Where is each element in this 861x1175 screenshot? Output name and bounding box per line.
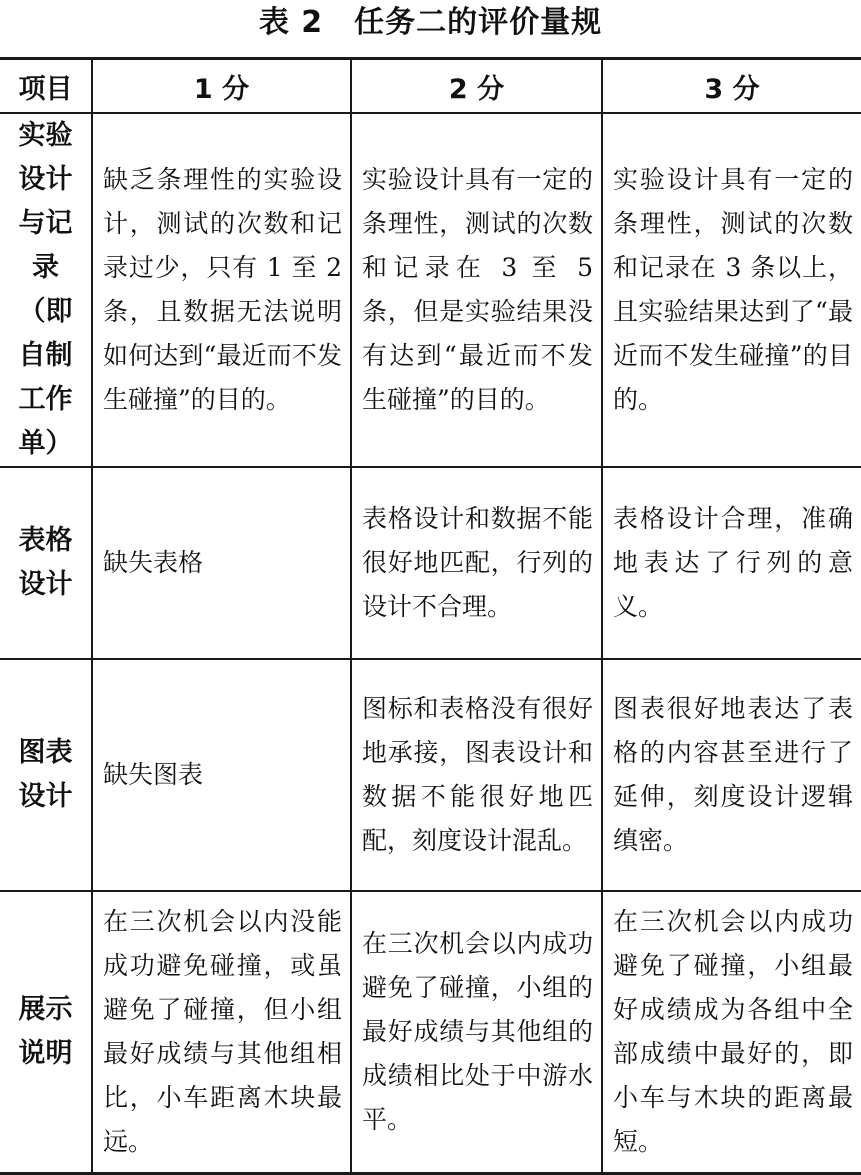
header-row bbox=[0, 59, 861, 114]
criteria-score-1: 在三次机会以内没能成功避免碰撞，或虽避免了碰撞，但小组最好成绩与其他组相比，小车距离木块最远。 bbox=[92, 891, 351, 1173]
criteria-score-1: 缺失表格 bbox=[92, 467, 351, 659]
criteria-score-3: 在三次机会以内成功避免了碰撞，小组最好成绩成为各组中全部成绩中最好的，即小车与木块的距离最短。 bbox=[602, 891, 861, 1173]
table-row bbox=[0, 467, 861, 659]
row-label: 图表设计 bbox=[0, 659, 92, 891]
rubric-table bbox=[0, 57, 861, 1175]
criteria-score-2: 实验设计具有一定的条理性，测试的次数和记录在 3 至 5 条，但是实验结果没有达到“最近而不发生碰撞”的目的。 bbox=[351, 113, 602, 467]
criteria-score-3: 图表很好地表达了表格的内容甚至进行了延伸，刻度设计逻辑缜密。 bbox=[602, 659, 861, 891]
table-row bbox=[0, 113, 861, 467]
row-label: 展示说明 bbox=[0, 891, 92, 1173]
criteria-score-1: 缺乏条理性的实验设计，测试的次数和记录过少，只有 1 至 2 条，且数据无法说明如何达到“最近而不发生碰撞”的目的。 bbox=[92, 113, 351, 467]
table-row bbox=[0, 891, 861, 1173]
criteria-score-1: 缺失图表 bbox=[92, 659, 351, 891]
row-label: 表格设计 bbox=[0, 467, 92, 659]
criteria-score-3: 表格设计合理，准确地表达了行列的意义。 bbox=[602, 467, 861, 659]
criteria-score-2: 表格设计和数据不能很好地匹配，行列的设计不合理。 bbox=[351, 467, 602, 659]
table-title: 表 2 任务二的评价量规 bbox=[258, 5, 603, 40]
row-label: 实验设计与记录（即自制工作单） bbox=[0, 113, 92, 467]
criteria-score-3: 实验设计具有一定的条理性，测试的次数和记录在 3 条以上，且实验结果达到了“最近而不发生碰撞”的目的。 bbox=[602, 113, 861, 467]
header-score-3: 3 分 bbox=[602, 59, 861, 114]
header-score-1: 1 分 bbox=[92, 59, 351, 114]
criteria-score-2: 图标和表格没有很好地承接，图表设计和数据不能很好地匹配，刻度设计混乱。 bbox=[351, 659, 602, 891]
criteria-score-2: 在三次机会以内成功避免了碰撞，小组的最好成绩与其他组的成绩相比处于中游水平。 bbox=[351, 891, 602, 1173]
table-row bbox=[0, 659, 861, 891]
header-item: 项目 bbox=[0, 59, 92, 114]
header-score-2: 2 分 bbox=[351, 59, 602, 114]
